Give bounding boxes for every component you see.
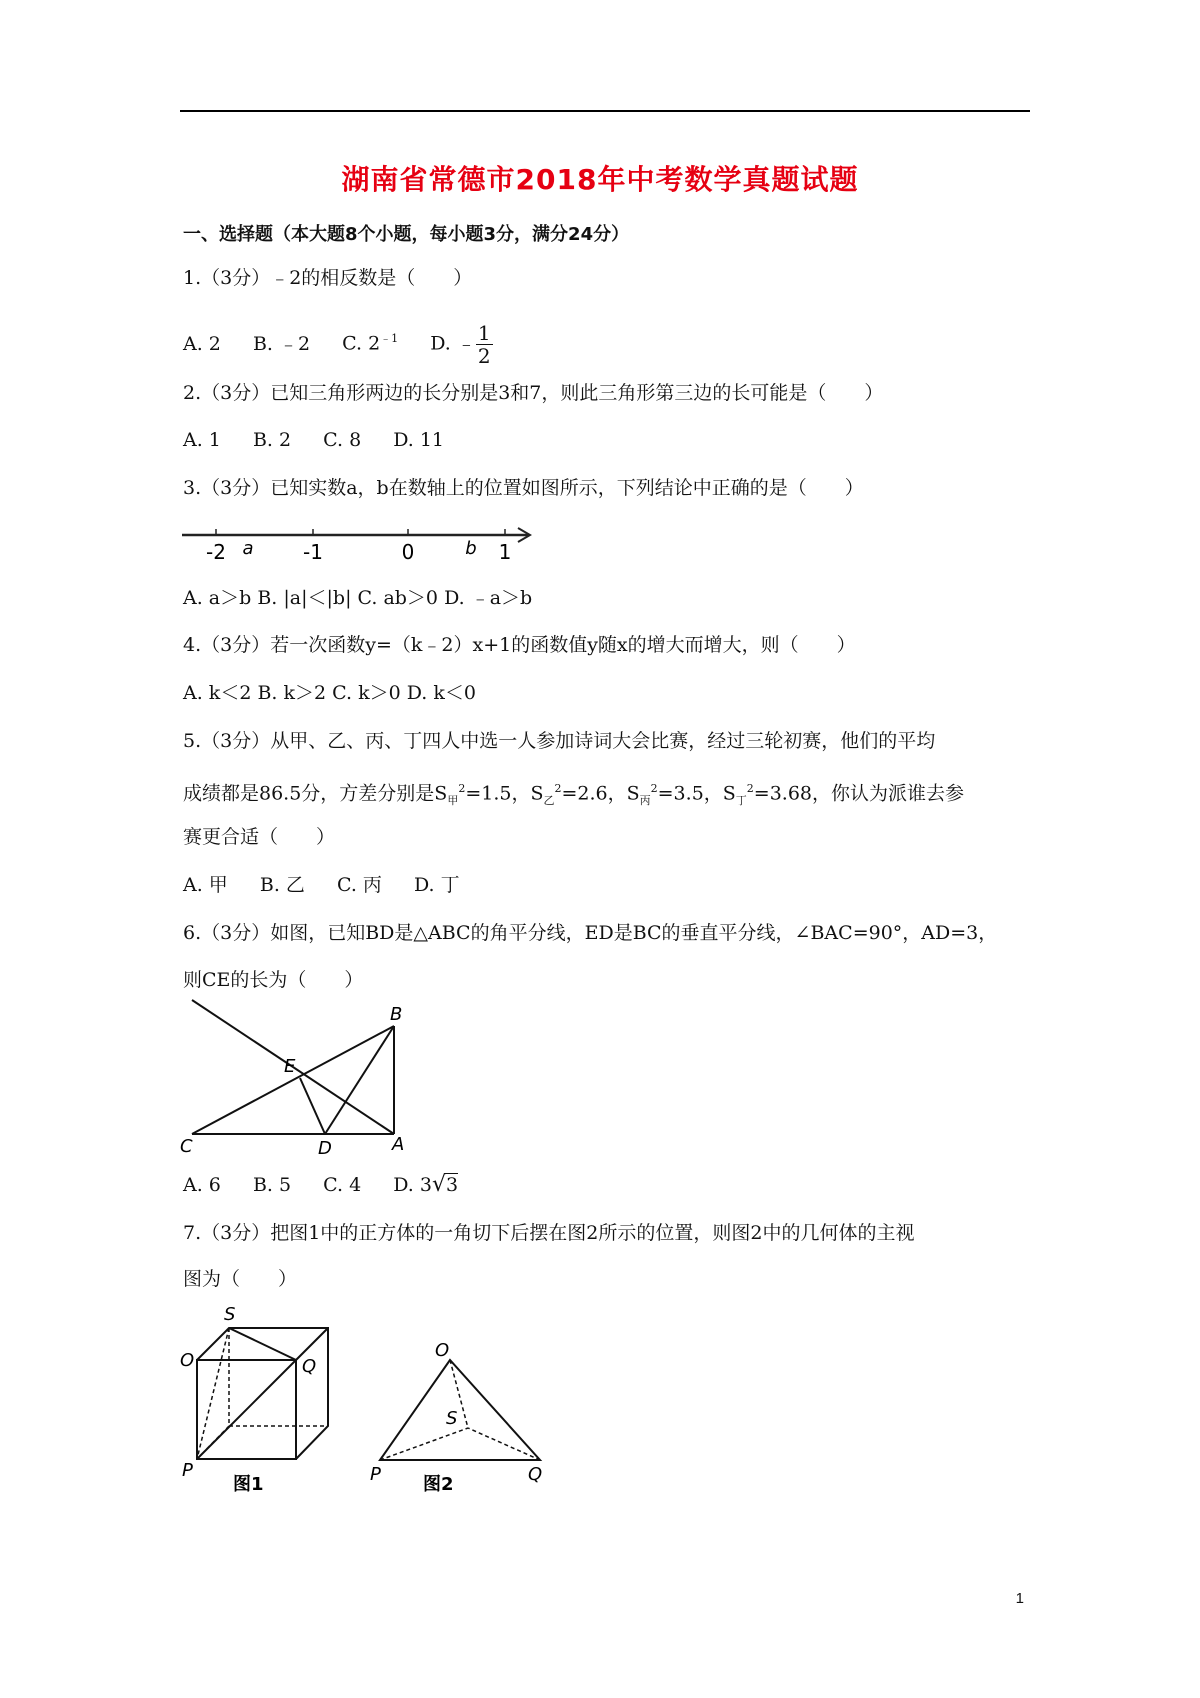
vertex-s-label: S [446,1408,458,1429]
tick-label: -2 [206,540,226,564]
question-6-options [183,1172,484,1198]
option-a: A. 甲 [183,874,228,896]
option-a: A. 2 [183,332,221,355]
vertex-o-label: O [435,1340,450,1361]
fraction: $\frac{1}{2}$ [477,321,491,368]
option-d: D. ﹣ $\frac{1}{2}$ [430,321,491,368]
figure-1-caption: 图1 [233,1474,264,1495]
cube-figure-1 [180,1300,340,1500]
question-5-line-3: 赛更合适（ ） [183,826,336,848]
vertex-s-label: S [224,1304,236,1325]
question-7-line-1: 7.（3分）把图1中的正方体的一角切下后摆在图2所示的位置，则图2中的几何体的主视 [183,1222,915,1244]
tetrahedron-figure-2 [370,1340,550,1495]
vertex-d-label: D [318,1138,332,1159]
question-2-options [183,427,470,453]
question-1-options [183,322,519,367]
option-d: D. 3√3 [393,1172,459,1197]
triangle-figure [180,1000,420,1160]
question-3: 3.（3分）已知实数a，b在数轴上的位置如图所示，下列结论中正确的是（ ） [183,477,864,499]
question-5-line-1: 5.（3分）从甲、乙、丙、丁四人中选一人参加诗词大会比赛，经过三轮初赛，他们的平均 [183,730,936,752]
vertex-p-label: P [182,1460,193,1481]
question-6-line-1: 6.（3分）如图，已知BD是△ABC的角平分线，ED是BC的垂直平分线，∠BAC=90°，AD=3， [183,922,998,944]
tick-label: -1 [303,540,323,564]
option-c: C. $2^{﹣1}$ [342,332,399,355]
header-rule [180,110,1030,112]
vertex-p-label: P [370,1464,381,1485]
question-6-line-2: 则CE的长为（ ） [183,969,364,991]
option-a: A. 1 [183,429,221,451]
point-a-label: a [242,538,254,559]
section-heading: 一、选择题（本大题8个小题，每小题3分，满分24分） [183,224,630,245]
vertex-o-label: O [180,1350,195,1371]
figure-2-caption: 图2 [423,1474,454,1495]
number-line-figure [180,515,540,565]
vertex-c-label: C [180,1136,193,1157]
vertex-a-label: A [392,1134,405,1155]
option-b: B. 乙 [259,874,305,896]
page-number: 1 [1015,1590,1024,1607]
vertex-q-label: Q [528,1464,543,1485]
option-a: A. 6 [183,1174,221,1196]
page-title: 湖南省常德市2018年中考数学真题试题 [341,163,859,196]
tick-label: 1 [498,540,512,564]
question-5-line-2: 成绩都是86.5分，方差分别是$S_甲^2=1.5$，$S_乙^2=2.6$，$S_丙^2=3.5$，$S_丁^2=3.68$，你认为派谁去参 [183,782,965,808]
option-c: C. 8 [323,429,362,451]
option-d: D. 丁 [413,874,460,896]
question-7-line-2: 图为（ ） [183,1268,298,1290]
option-b: B. 2 [252,429,292,451]
question-1: 1.（3分）﹣2的相反数是（ ） [183,267,473,289]
point-b-label: b [465,538,477,559]
tick-label: 0 [401,540,415,564]
question-4-options: A. k＜2 B. k＞2 C. k＞0 D. k＜0 [183,682,476,704]
vertex-q-label: Q [302,1356,317,1377]
option-d: D. 11 [393,429,445,451]
option-c: C. 4 [323,1174,362,1196]
question-2: 2.（3分）已知三角形两边的长分别是3和7，则此三角形第三边的长可能是（ ） [183,382,884,404]
question-5-options [183,872,486,898]
vertex-b-label: B [390,1004,403,1025]
question-4: 4.（3分）若一次函数y=（k﹣2）x+1的函数值y随x的增大而增大，则（ ） [183,634,856,656]
question-3-options: A. a＞b B. |a|＜|b| C. ab＞0 D. ﹣a＞b [183,587,533,609]
option-c: C. 丙 [336,874,382,896]
vertex-e-label: E [284,1056,296,1077]
option-b: B. ﹣2 [252,332,311,355]
option-b: B. 5 [252,1174,292,1196]
